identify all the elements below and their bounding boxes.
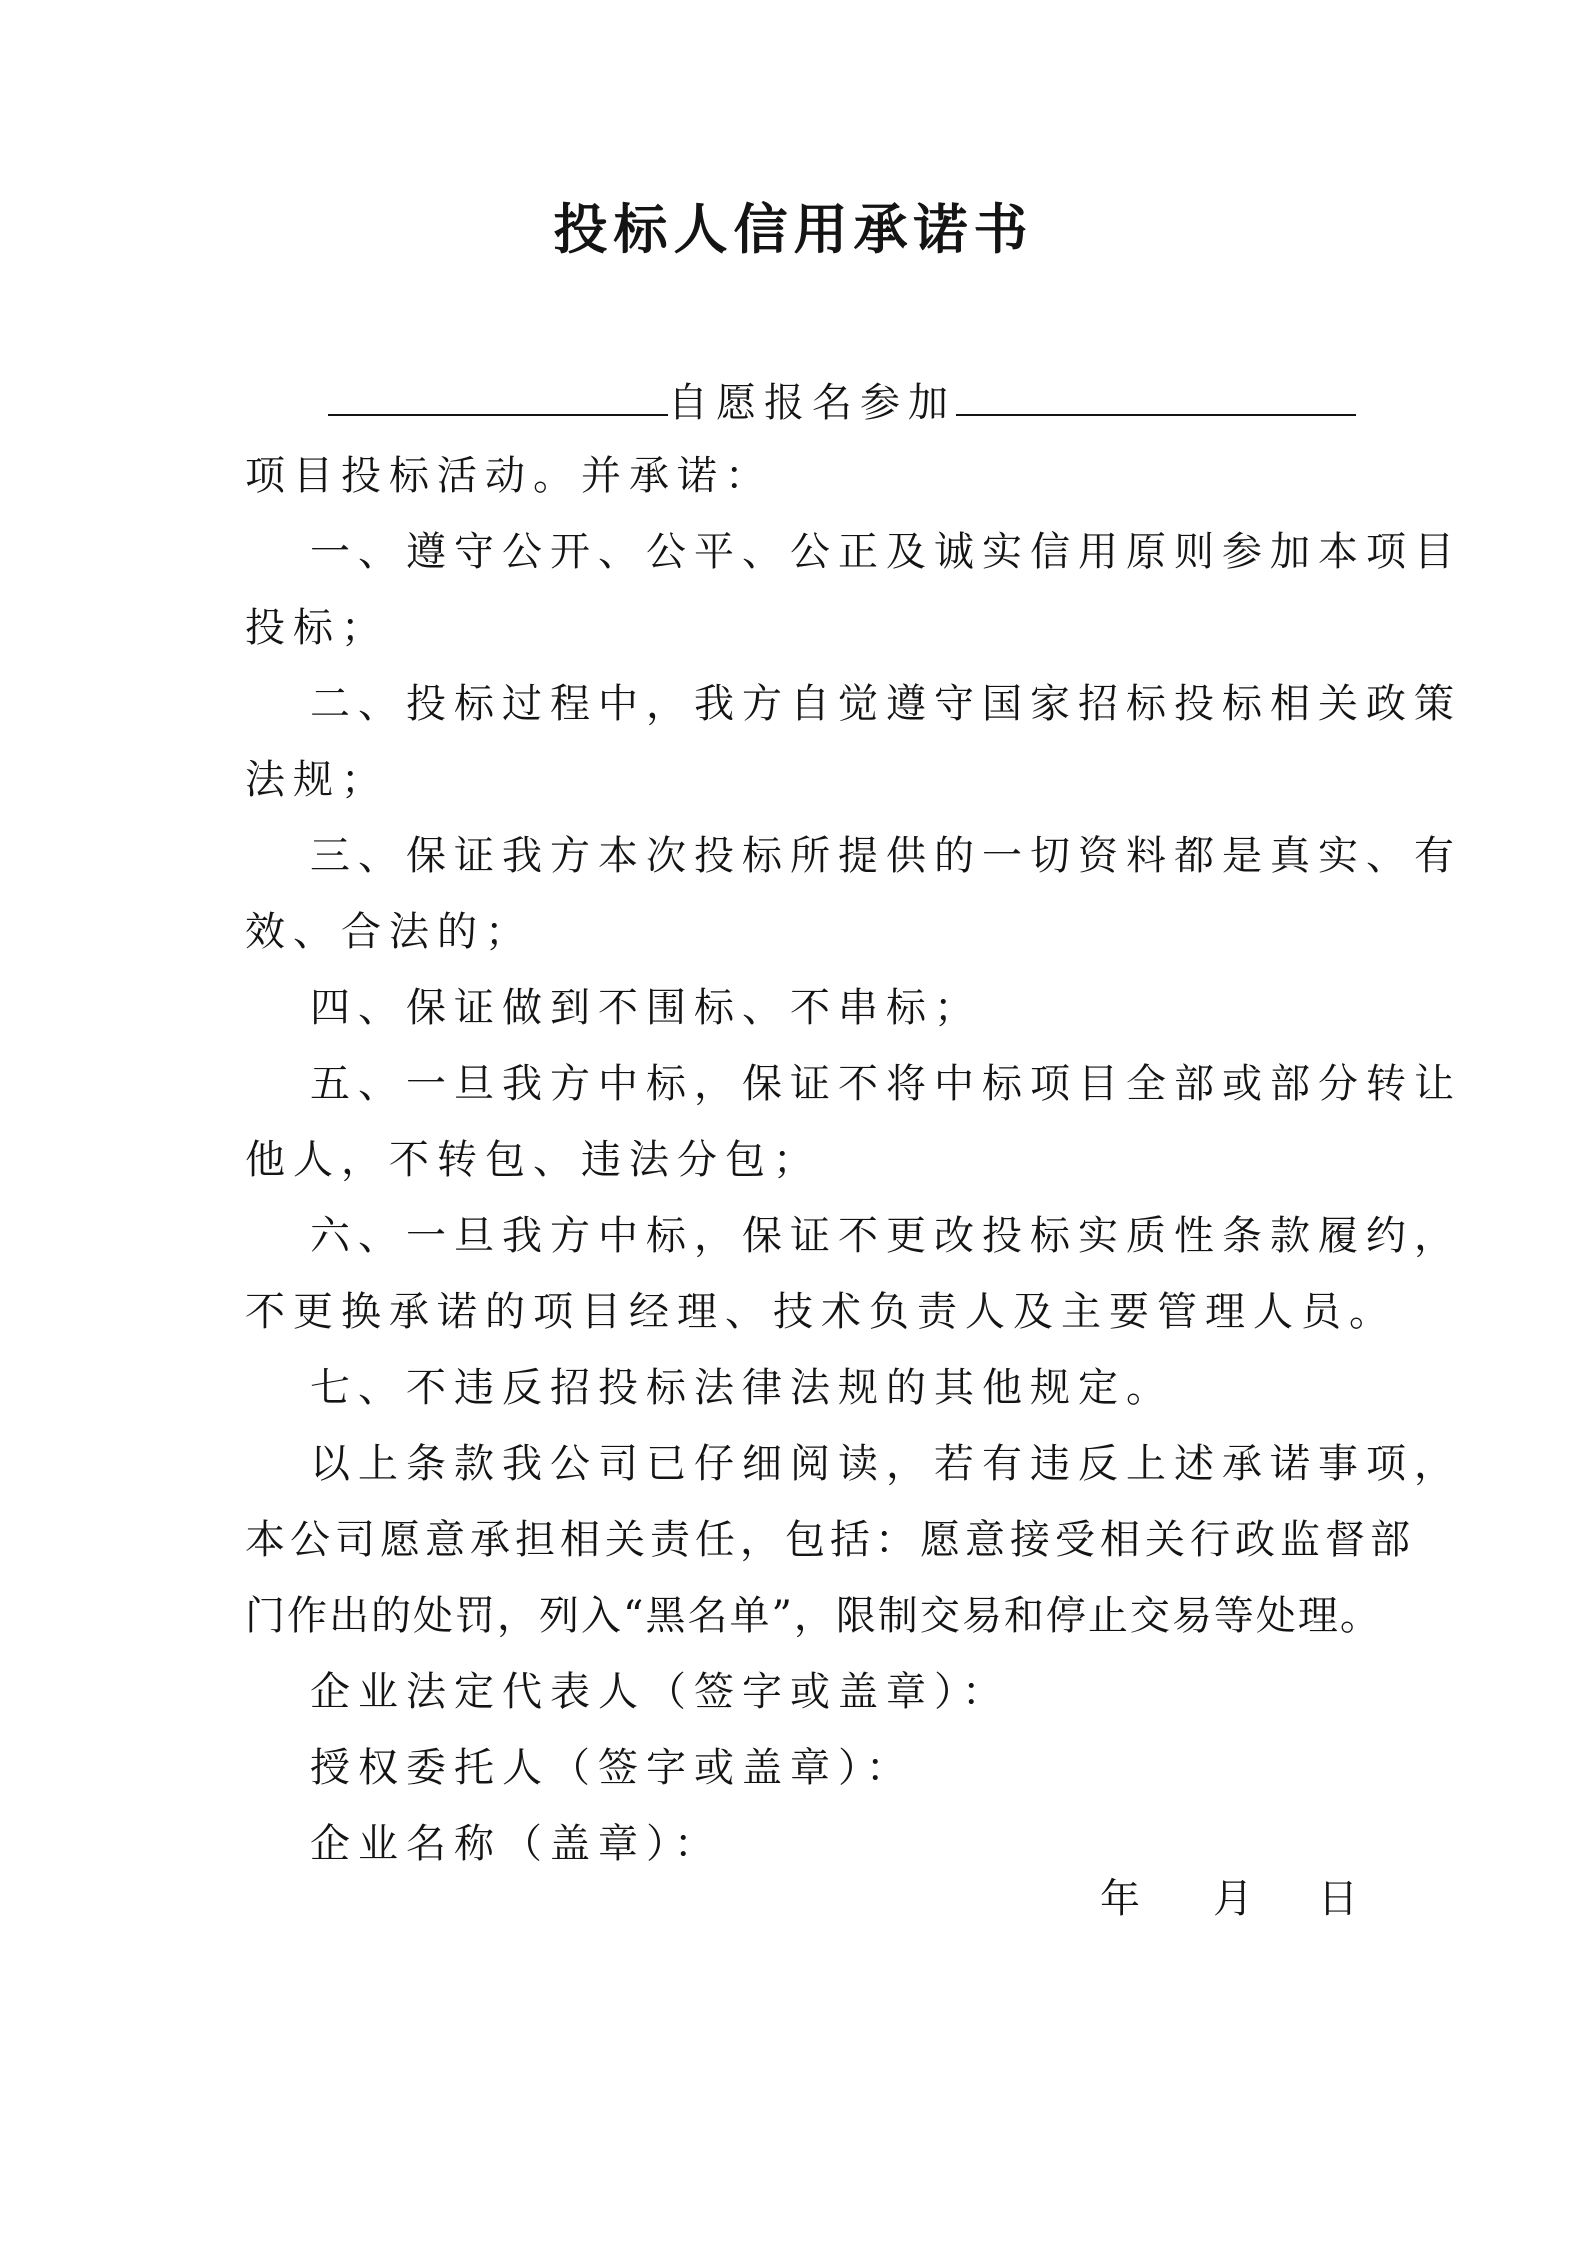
closing-line2: 本公司愿意承担相关责任，包括：愿意接受相关行政监督部	[245, 1517, 1415, 1563]
item-5-line2: 他人，不转包、违法分包；	[245, 1137, 821, 1183]
item-4-line1: 四、保证做到不围标、不串标；	[310, 985, 982, 1031]
item-6-line1: 六、一旦我方中标，保证不更改投标实质性条款履约，	[310, 1213, 1462, 1259]
date-day: 日	[1318, 1876, 1358, 1922]
closing-line1: 以上条款我公司已仔细阅读，若有违反上述承诺事项，	[310, 1441, 1462, 1487]
item-5-line1: 五、一旦我方中标，保证不将中标项目全部或部分转让	[310, 1061, 1462, 1107]
company-seal: 企业名称（盖章）：	[310, 1821, 722, 1867]
date-year: 年	[1100, 1876, 1140, 1922]
item-2-line2: 法规；	[245, 757, 389, 803]
document-title: 投标人信用承诺书	[553, 198, 1034, 261]
item-6-line2: 不更换承诺的项目经理、技术负责人及主要管理人员。	[245, 1289, 1397, 1335]
item-7-line1: 七、不违反招投标法律法规的其他规定。	[310, 1365, 1174, 1411]
legal-rep-signature: 企业法定代表人（签字或盖章）：	[310, 1669, 1010, 1715]
item-3-line1: 三、保证我方本次投标所提供的一切资料都是真实、有	[310, 833, 1462, 879]
closing-line3: 门作出的处罚，列入“黑名单”，限制交易和停止交易等处理。	[245, 1593, 1382, 1639]
date-month: 月	[1213, 1876, 1253, 1922]
authorized-signature: 授权委托人（签字或盖章）：	[310, 1745, 914, 1791]
item-2-line1: 二、投标过程中，我方自觉遵守国家招标投标相关政策	[310, 681, 1462, 727]
intro-middle-text: 自愿报名参加	[668, 380, 956, 426]
intro-line	[328, 374, 1356, 429]
item-3-line2: 效、合法的；	[245, 909, 533, 955]
item-1-line1: 一、遵守公开、公平、公正及诚实信用原则参加本项目	[310, 529, 1462, 575]
bidder-name-blank[interactable]	[328, 374, 668, 416]
item-1-line2: 投标；	[245, 605, 389, 651]
project-name-blank[interactable]	[956, 374, 1356, 416]
intro-end-text: 项目投标活动。并承诺：	[245, 453, 773, 499]
